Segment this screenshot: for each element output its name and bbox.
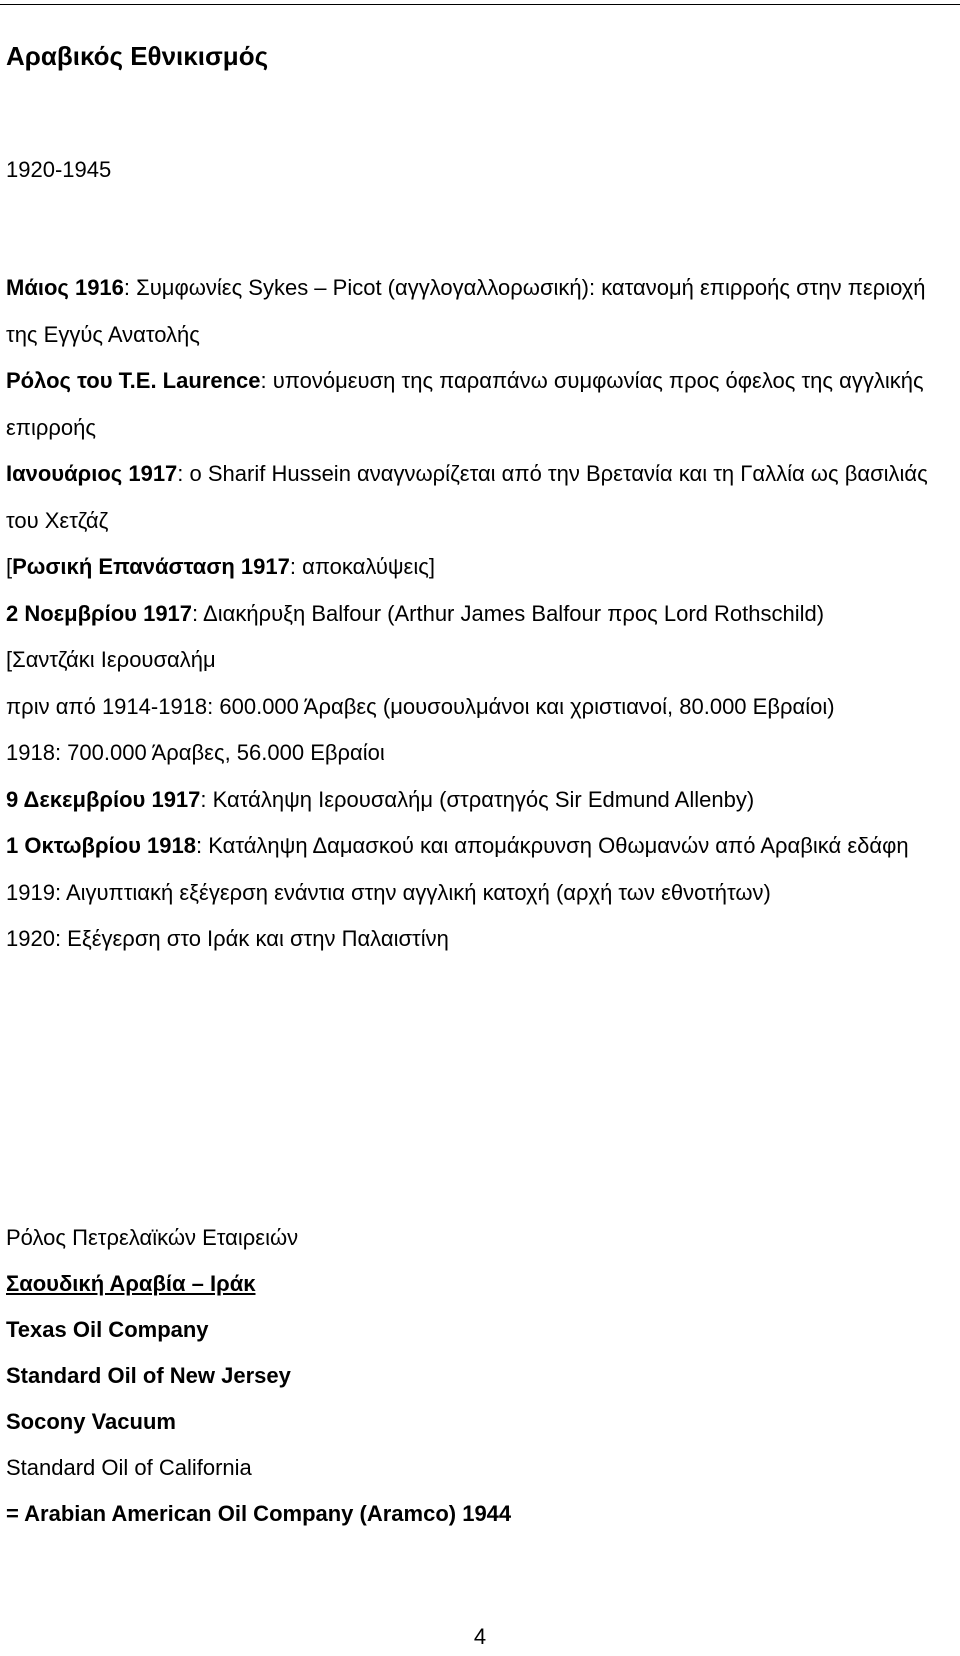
entry-text: : Συμφωνίες Sykes – Picot (αγγλογαλλορωσική): κατανομή επιρροής στην περιοχή της Εγγύς Ανατολής	[6, 275, 926, 347]
entry-dec-1917	[6, 777, 951, 824]
period-label: 1920-1945	[6, 157, 112, 182]
entry-oct-1918	[6, 823, 951, 870]
entry-laurence	[6, 358, 951, 451]
entry-label: Ρωσική Επανάσταση 1917	[12, 554, 290, 579]
aramco-result: = Arabian American Oil Company (Aramco) 1944	[6, 1501, 512, 1526]
entry-sanjak: [Σαντζάκι Ιερουσαλήμ	[6, 647, 216, 672]
entry-label: 2 Νοεμβρίου 1917	[6, 600, 193, 626]
entry-label: 1 Οκτωβρίου 1918	[6, 833, 196, 858]
entry-balfour	[6, 591, 951, 638]
company-socony: Socony Vacuum	[6, 1409, 176, 1434]
entry-text: : Κατάληψη Ιερουσαλήμ (στρατηγός Sir Edmund Allenby)	[200, 786, 755, 812]
company-texas: Texas Oil Company	[6, 1317, 209, 1342]
document-title: Αραβικός Εθνικισμός	[6, 41, 269, 71]
entry-text: : υπονόμευση της παραπάνω συμφωνίας προς όφελος της αγγλικής επιρροής	[6, 368, 924, 440]
oil-section	[6, 1215, 951, 1537]
entry-population-1918: 1918: 700.000 Άραβες, 56.000 Εβραίοι	[6, 740, 385, 765]
entry-text: : αποκαλύψεις]	[289, 554, 435, 579]
entry-label: 9 Δεκεμβρίου 1917	[6, 786, 201, 812]
company-standard-ca: Standard Oil of California	[6, 1455, 252, 1480]
page-number: 4	[473, 1624, 487, 1649]
entry-1919: 1919: Αιγυπτιακή εξέγερση ενάντια στην αγγλική κατοχή (αρχή των εθνοτήτων)	[6, 879, 771, 905]
entry-text: : Κατάληψη Δαμασκού και απομάκρυνση Οθωμανών από Αραβικά εδάφη	[195, 833, 909, 858]
entry-text: : ο Sharif Hussein αναγνωρίζεται από την Βρετανία και τη Γαλλία ως βασιλιάς του Χετζάζ	[6, 461, 928, 533]
document-body	[6, 28, 951, 1526]
top-rule	[0, 4, 960, 5]
bottom-rule	[0, 1608, 960, 1609]
entry-prefix: [	[6, 554, 13, 579]
entry-population-before: πριν από 1914-1918: 600.000 Άραβες (μουσουλμάνοι και χριστιανοί, 80.000 Εβραίοι)	[6, 693, 835, 719]
company-standard-nj: Standard Oil of New Jersey	[6, 1363, 291, 1388]
entry-label: Ιανουάριος 1917	[6, 461, 178, 486]
oil-heading: Ρόλος Πετρελαϊκών Εταιρειών	[6, 1225, 299, 1250]
oil-region: Σαουδική Αραβία – Ιράκ	[6, 1271, 256, 1296]
entry-1920: 1920: Εξέγερση στο Ιράκ και στην Παλαιστίνη	[6, 926, 449, 951]
entry-label: Ρόλος του Τ.Ε. Laurence	[6, 368, 261, 393]
entry-jan-1917	[6, 451, 951, 544]
entry-may-1916	[6, 265, 951, 358]
entry-text: : Διακήρυξη Balfour (Arthur James Balfour προς Lord Rothschild)	[192, 600, 825, 626]
timeline-entries	[6, 265, 951, 963]
entry-label: Μάιος 1916	[6, 275, 124, 300]
entry-russian-revolution	[6, 544, 951, 591]
